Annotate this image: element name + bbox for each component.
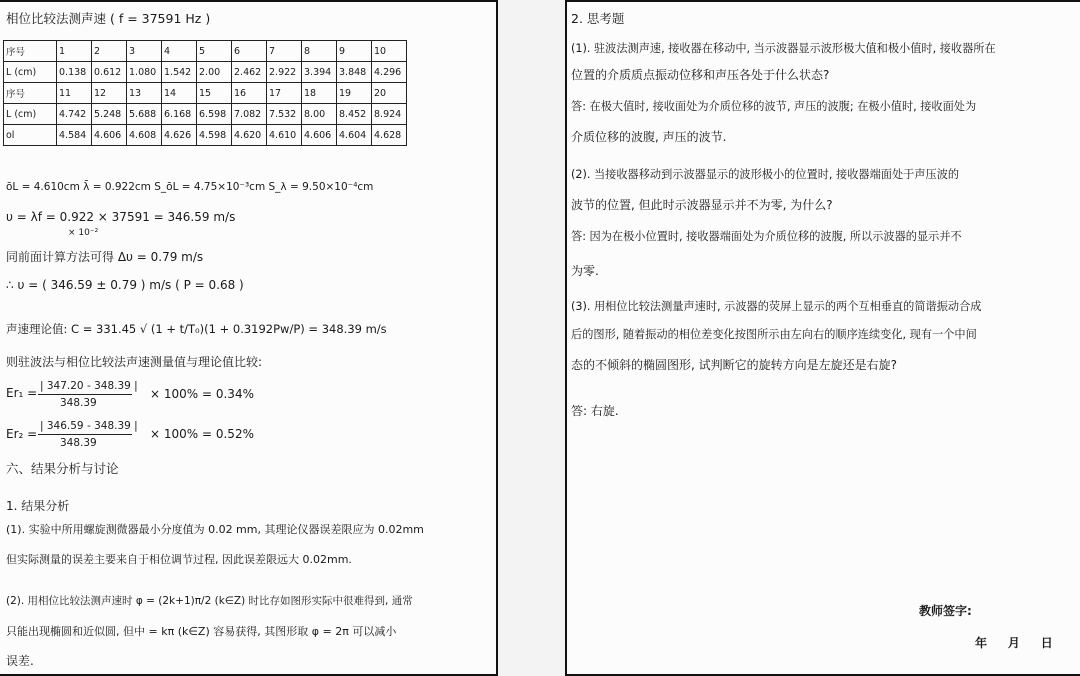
calc-compare: 则驻波法与相位比较法声速测量值与理论值比较:: [6, 355, 263, 369]
table-cell: 6: [232, 41, 267, 62]
date-label: 年 月 日: [975, 636, 1053, 650]
section-heading: 2. 思考题: [571, 11, 625, 26]
table-cell: 17: [267, 83, 302, 104]
question-line: 波节的位置, 但此时示波器显示并不为零, 为什么?: [571, 198, 833, 212]
teacher-signature-label: 教师签字:: [919, 604, 972, 618]
question-line: (1). 驻波法测声速, 接收器在移动中, 当示波器显示波形极大值和极小值时, 接收器所在: [571, 42, 996, 55]
table-cell: 2.00: [197, 62, 232, 83]
answer-line: 答: 因为在极小位置时, 接收器端面处为介质位移的波腹, 所以示波器的显示并不: [571, 230, 962, 243]
question-line: 后的图形, 随着振动的相位差变化按图所示由左向右的顺序连续变化, 现有一个中间: [571, 328, 977, 341]
table-cell: 0.612: [92, 62, 127, 83]
table-cell: 13: [127, 83, 162, 104]
table-cell: 18: [302, 83, 337, 104]
calc-uncertainty: 同前面计算方法可得 Δυ = 0.79 m/s: [6, 250, 204, 264]
calc-velocity-unit: × 10⁻²: [68, 228, 99, 238]
paragraph-line: 只能出现椭圆和近似圆, 但中 = kπ (k∈Z) 容易获得, 其图形取 φ = 2π 可以减小: [6, 625, 397, 638]
table-cell: 14: [162, 83, 197, 104]
table-cell: 2: [92, 41, 127, 62]
table-cell: ol: [4, 125, 57, 146]
er2-numerator: | 346.59 - 348.39 |: [40, 420, 138, 432]
paragraph-line: (1). 实验中所用螺旋测微器最小分度值为 0.02 mm, 其理论仪器误差限应为 0.02mm: [6, 523, 424, 536]
table-cell: 4.584: [57, 125, 92, 146]
er2-label: Er₂ =: [6, 427, 38, 441]
subsection-heading: 1. 结果分析: [6, 499, 70, 513]
table-cell: 11: [57, 83, 92, 104]
table-cell: 7.532: [267, 104, 302, 125]
title: 相位比较法测声速 ( f = 37591 Hz ): [6, 11, 211, 26]
table-cell: 1.542: [162, 62, 197, 83]
table-cell: 4.296: [372, 62, 407, 83]
table-cell: 8.452: [337, 104, 372, 125]
table-cell: 5: [197, 41, 232, 62]
table-cell: 2.462: [232, 62, 267, 83]
table-cell: 0.138: [57, 62, 92, 83]
table-cell: 4.606: [92, 125, 127, 146]
table-row: [4, 104, 407, 125]
table-cell: 10: [372, 41, 407, 62]
section-heading: 六、结果分析与讨论: [6, 461, 119, 476]
table-cell: 16: [232, 83, 267, 104]
fraction-bar: [38, 394, 132, 395]
er2-denominator: 348.39: [60, 437, 97, 449]
er1-numerator: | 347.20 - 348.39 |: [40, 380, 138, 392]
question-line: (3). 用相位比较法测量声速时, 示波器的荧屏上显示的两个互相垂直的简谐振动合成: [571, 300, 982, 313]
left-page: [0, 0, 498, 676]
right-page: [565, 0, 1080, 676]
table-cell: L (cm): [4, 62, 57, 83]
page-gutter: [498, 0, 565, 676]
table-cell: 7.082: [232, 104, 267, 125]
paragraph-line: 但实际测量的误差主要来自于相位调节过程, 因此误差限远大 0.02mm.: [6, 553, 352, 566]
table-row: [4, 83, 407, 104]
question-line: 位置的介质质点振动位移和声压各处于什么状态?: [571, 68, 830, 82]
table-cell: 1.080: [127, 62, 162, 83]
answer-line: 介质位移的波腹, 声压的波节.: [571, 130, 727, 144]
question-line: (2). 当接收器移动到示波器显示的波形极小的位置时, 接收器端面处于声压波的: [571, 168, 960, 181]
table-cell: 5.688: [127, 104, 162, 125]
table-cell: 4.628: [372, 125, 407, 146]
table-cell: 3.394: [302, 62, 337, 83]
paragraph-line: (2). 用相位比较法测声速时 φ = (2k+1)π/2 (k∈Z) 时比存如图形实际中很难得到, 通常: [6, 595, 413, 607]
table-cell: 序号: [4, 83, 57, 104]
question-line: 态的不倾斜的椭圆图形, 试判断它的旋转方向是左旋还是右旋?: [571, 358, 898, 372]
paragraph-line: 误差.: [6, 654, 34, 668]
table-row: [4, 62, 407, 83]
table-cell: 2.922: [267, 62, 302, 83]
table-cell: 3: [127, 41, 162, 62]
table-cell: 19: [337, 83, 372, 104]
table-cell: 8.00: [302, 104, 337, 125]
table-row: [4, 41, 407, 62]
table-cell: 6.168: [162, 104, 197, 125]
table-cell: 4.598: [197, 125, 232, 146]
table-cell: 3.848: [337, 62, 372, 83]
table-cell: 序号: [4, 41, 57, 62]
table-cell: 9: [337, 41, 372, 62]
table-cell: 1: [57, 41, 92, 62]
table-cell: 4.604: [337, 125, 372, 146]
table-cell: 4.606: [302, 125, 337, 146]
answer-line: 为零.: [571, 264, 599, 278]
table-cell: 8: [302, 41, 337, 62]
table-cell: 8.924: [372, 104, 407, 125]
table-cell: 4: [162, 41, 197, 62]
table-cell: 7: [267, 41, 302, 62]
calc-result: ∴ υ = ( 346.59 ± 0.79 ) m/s ( P = 0.68 ): [6, 278, 244, 292]
table-cell: 4.626: [162, 125, 197, 146]
er1-denominator: 348.39: [60, 397, 97, 409]
answer-line: 答: 在极大值时, 接收面处为介质位移的波节, 声压的波腹; 在极小值时, 接收面处为: [571, 100, 977, 113]
table-cell: 6.598: [197, 104, 232, 125]
table-cell: 12: [92, 83, 127, 104]
er1-result: × 100% = 0.34%: [150, 387, 254, 401]
er1-label: Er₁ =: [6, 386, 38, 400]
table-cell: 4.608: [127, 125, 162, 146]
fraction-bar: [38, 434, 132, 435]
table-cell: 15: [197, 83, 232, 104]
table-cell: 20: [372, 83, 407, 104]
calc-mean-values: ōL = 4.610cm λ̄ = 0.922cm S_ōL = 4.75×10⁻³cm S_λ = 9.50×10⁻⁴cm: [6, 181, 374, 193]
answer-line: 答: 右旋.: [571, 404, 619, 418]
calc-velocity: υ = λf = 0.922 × 37591 = 346.59 m/s: [6, 210, 236, 224]
table-cell: 5.248: [92, 104, 127, 125]
table-cell: 4.620: [232, 125, 267, 146]
table-row: [4, 125, 407, 146]
measurement-table: [3, 40, 407, 146]
calc-theoretical: 声速理论值: C = 331.45 √ (1 + t/T₀)(1 + 0.3192Pw/P) = 348.39 m/s: [6, 322, 387, 336]
table-cell: 4.610: [267, 125, 302, 146]
table-cell: L (cm): [4, 104, 57, 125]
er2-result: × 100% = 0.52%: [150, 427, 254, 441]
table-cell: 4.742: [57, 104, 92, 125]
